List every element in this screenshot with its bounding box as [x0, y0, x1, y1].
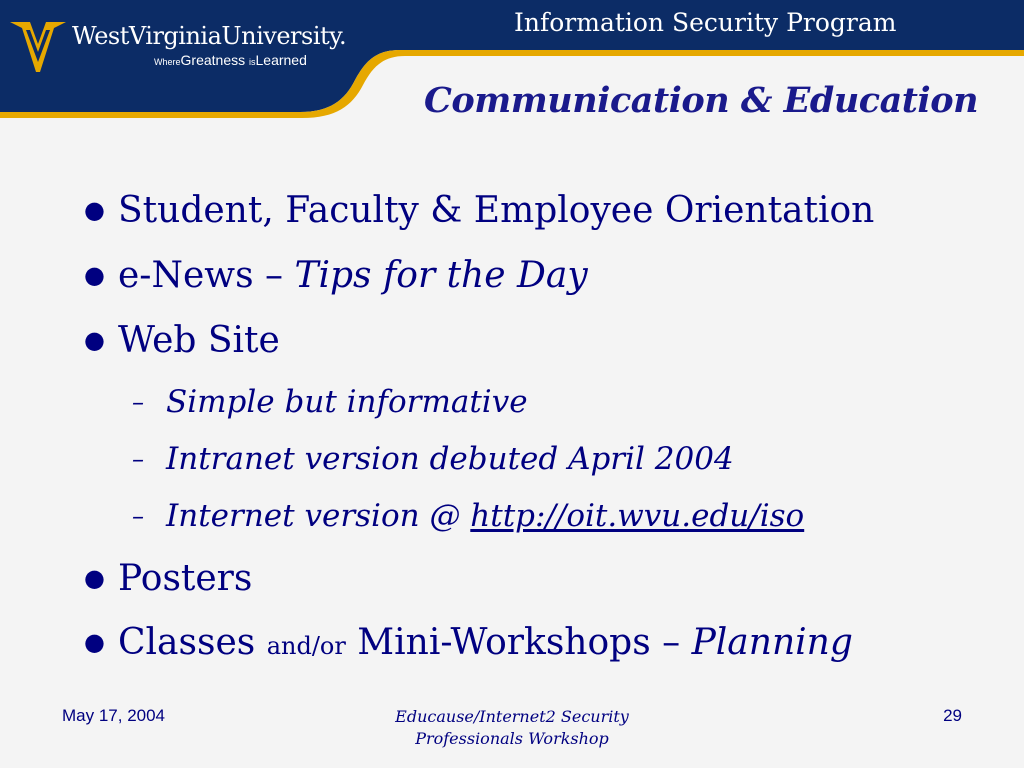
bullet-enews: ● e-News – Tips for the Day: [84, 255, 588, 296]
sub-item-internet: – Internet version @ http://oit.wvu.edu/iso: [132, 498, 805, 534]
sub-item-simple: – Simple but informative: [132, 384, 528, 420]
slide-title: Communication & Education: [424, 80, 979, 121]
footer-date: May 17, 2004: [62, 706, 166, 725]
bullet-icon: ●: [84, 628, 105, 656]
bullet-orientation: ● Student, Faculty & Employee Orientation: [84, 190, 875, 231]
bullet-icon: ●: [84, 196, 105, 224]
footer-event: Educause/Internet2 Security Professionals Workshop: [395, 707, 629, 748]
sub-item-intranet: – Intranet version debuted April 2004: [132, 441, 734, 477]
bullet-icon: ●: [84, 564, 105, 592]
logo-tagline: WhereGreatness isLearned: [154, 52, 307, 68]
bullet-posters: ● Posters: [84, 558, 253, 599]
bullet-icon: ●: [84, 326, 105, 354]
page-number: 29: [943, 706, 962, 725]
bullet-icon: ●: [84, 261, 105, 289]
dash-icon: –: [132, 445, 144, 473]
bullet-classes: ● Classes and/or Mini-Workshops – Planning: [84, 622, 853, 663]
dash-icon: –: [132, 502, 144, 530]
dash-icon: –: [132, 388, 144, 416]
logo-wordmark: WestVirginiaUniversity.: [72, 22, 347, 50]
bullet-website: ● Web Site: [84, 320, 280, 361]
program-title: Information Security Program: [514, 8, 897, 37]
iso-website-link[interactable]: http://oit.wvu.edu/iso: [470, 498, 805, 534]
